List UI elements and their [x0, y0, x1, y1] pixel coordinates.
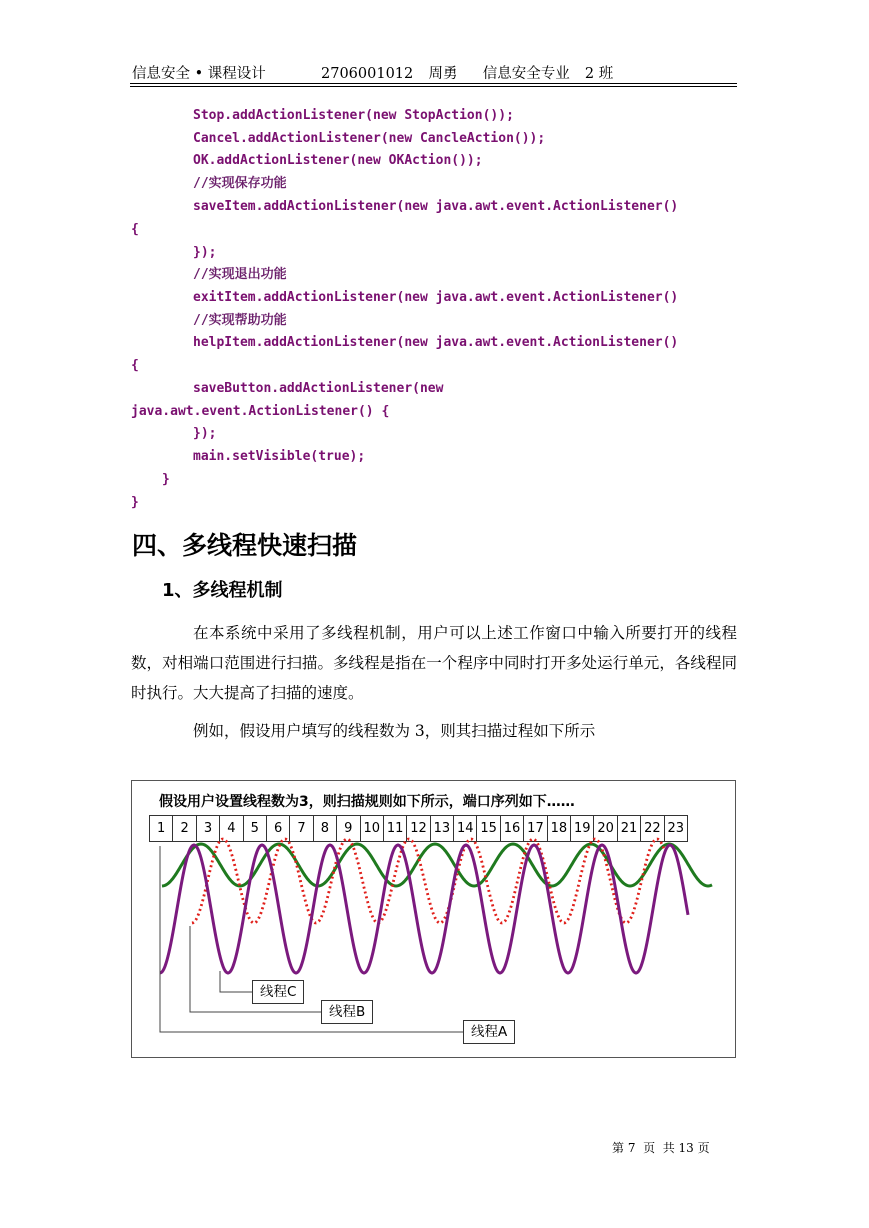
port-cell: 6: [266, 815, 290, 842]
port-cell: 23: [664, 815, 688, 842]
port-cell: 9: [336, 815, 360, 842]
port-cell: 11: [383, 815, 407, 842]
code-line: exitItem.addActionListener(new java.awt.event.ActionListener(): [193, 290, 679, 305]
code-line: Stop.addActionListener(new StopAction());: [193, 108, 514, 123]
code-line: //实现帮助功能: [193, 313, 287, 328]
port-cell: 10: [360, 815, 384, 842]
page-header: [132, 62, 736, 83]
code-line: java.awt.event.ActionListener() {: [131, 404, 390, 419]
port-cell: 21: [617, 815, 641, 842]
code-line: saveItem.addActionListener(new java.awt.event.ActionListener(): [193, 199, 679, 214]
code-line: {: [131, 358, 139, 373]
port-cell: 19: [570, 815, 594, 842]
port-cell: 20: [593, 815, 617, 842]
code-line: saveButton.addActionListener(new: [193, 381, 444, 396]
paragraph-example: 例如，假设用户填写的线程数为 3，则其扫描过程如下所示: [193, 722, 596, 740]
figure-caption: 假设用户设置线程数为3，则扫描规则如下所示，端口序列如下……: [159, 794, 575, 810]
thread-a-label: 线程A: [463, 1020, 515, 1044]
subsection-title: 1、多线程机制: [162, 580, 283, 601]
code-line: helpItem.addActionListener(new java.awt.event.ActionListener(): [193, 335, 679, 350]
code-line: });: [193, 426, 217, 441]
thread-c-wave: [162, 844, 712, 886]
header-major: 信息安全专业: [482, 66, 570, 82]
code-line: }: [162, 472, 170, 487]
port-cell: 22: [640, 815, 664, 842]
header-rule-thin: [130, 86, 737, 87]
code-line: {: [131, 222, 139, 237]
code-line: }: [131, 495, 139, 510]
thread-c-connector: [220, 971, 252, 992]
port-cell: 3: [196, 815, 220, 842]
port-cell: 14: [453, 815, 477, 842]
port-cell: 8: [313, 815, 337, 842]
port-cell: 4: [219, 815, 243, 842]
header-student-id: 2706001012: [321, 66, 414, 82]
thread-scan-figure: [131, 780, 736, 1058]
port-cell: 13: [430, 815, 454, 842]
code-line: });: [193, 245, 217, 260]
thread-b-wave: [192, 839, 664, 923]
port-cell: 5: [243, 815, 267, 842]
port-cell: 15: [476, 815, 500, 842]
thread-b-label: 线程B: [321, 1000, 373, 1024]
port-cell: 17: [523, 815, 547, 842]
header-name: 周勇: [428, 66, 458, 82]
thread-c-label: 线程C: [252, 980, 304, 1004]
header-class: 2 班: [584, 66, 614, 82]
code-line: //实现退出功能: [193, 267, 287, 282]
port-cell: 18: [547, 815, 571, 842]
port-cell: 12: [406, 815, 430, 842]
page-footer: 第 7 页 共 13 页: [612, 1141, 710, 1155]
code-line: Cancel.addActionListener(new CancleAction());: [193, 131, 546, 146]
port-cell: 7: [289, 815, 313, 842]
header-course: 信息安全 • 课程设计: [132, 66, 266, 82]
header-rule: [130, 83, 737, 84]
code-line: //实现保存功能: [193, 176, 287, 191]
thread-waves: [132, 781, 737, 1059]
code-line: main.setVisible(true);: [193, 449, 366, 464]
section-title: 四、多线程快速扫描: [132, 531, 358, 560]
code-line: OK.addActionListener(new OKAction());: [193, 153, 483, 168]
port-cell: 1: [149, 815, 173, 842]
port-cell: 16: [500, 815, 524, 842]
paragraph-intro: 在本系统中采用了多线程机制，用户可以上述工作窗口中输入所要打开的线程数，对相端口范围进行扫描。多线程是指在一个程序中同时打开多处运行单元，各线程同时执行。大大提高了扫描的速度。: [131, 624, 737, 702]
port-cell: 2: [172, 815, 196, 842]
